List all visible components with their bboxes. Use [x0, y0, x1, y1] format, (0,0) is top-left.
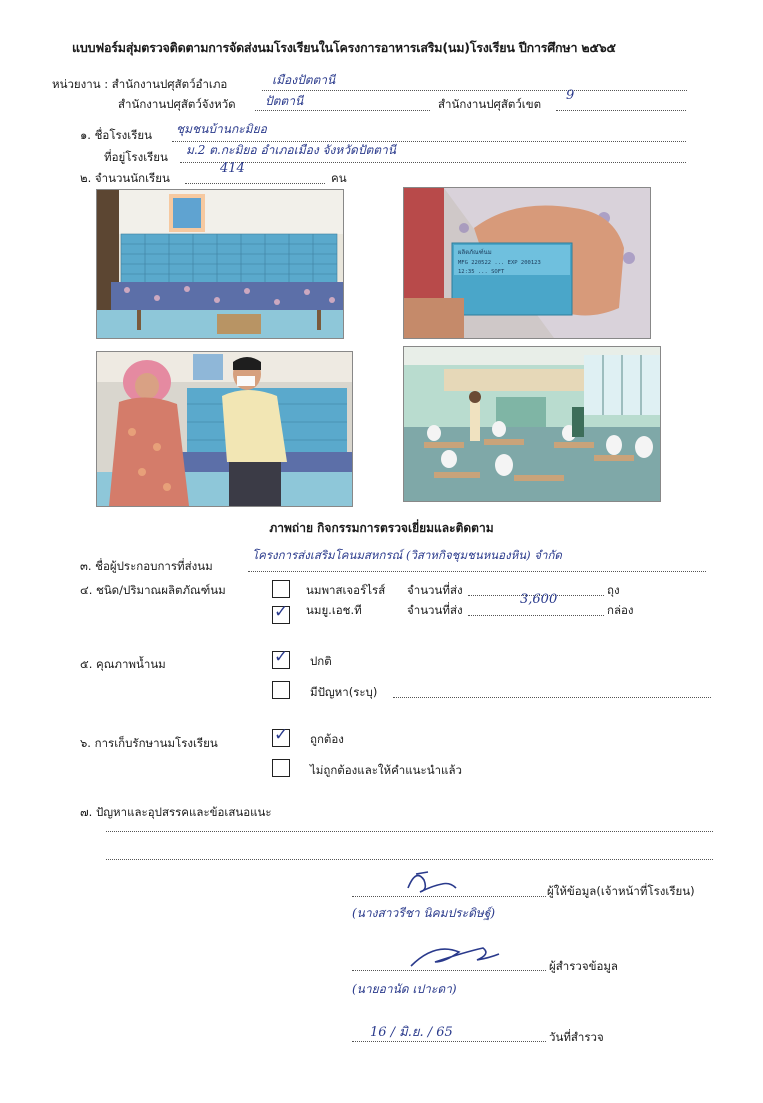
uht-label: นมยู.เอช.ที	[306, 603, 362, 617]
school-name-label: ๑. ชื่อโรงเรียน	[80, 128, 152, 142]
photo-milk-box-closeup	[403, 187, 651, 339]
form-title: แบบฟอร์มสุ่มตรวจติดตามการจัดส่งนมโรงเรียนในโครงการอาหารเสริม(นม)โรงเรียน ปีการศึกษา ๒๕๖๕	[72, 40, 616, 55]
agency-label: หน่วยงาน : สำนักงานปศุสัตว์อำเภอ	[52, 77, 228, 91]
photo-caption: ภาพถ่าย กิจกรรมการตรวจเยี่ยมและติดตาม	[269, 521, 494, 535]
quality-label: ๕. คุณภาพน้ำนม	[80, 657, 166, 671]
photo-milk-stock	[96, 189, 344, 339]
survey-date-label: วันที่สำรวจ	[549, 1030, 604, 1044]
students-value: 414	[220, 161, 245, 176]
agency-district-value: เมืองปัตตานี	[272, 73, 336, 87]
product-label: ๔. ชนิด/ปริมาณผลิตภัณฑ์นม	[80, 583, 226, 597]
informant-role: ผู้ให้ข้อมูล(เจ้าหน้าที่โรงเรียน)	[547, 884, 695, 898]
school-address-line	[180, 162, 686, 163]
photo-officials-image	[97, 352, 352, 506]
school-name-value: ชุมชนบ้านกะมิยอ	[176, 122, 267, 136]
pasteurized-qty-label: จำนวนที่ส่ง	[407, 583, 463, 597]
students-unit: คน	[331, 171, 347, 185]
uht-qty-line	[468, 615, 604, 616]
school-address-label: ที่อยู่โรงเรียน	[104, 150, 168, 164]
storage-label: ๖. การเก็บรักษานมโรงเรียน	[80, 736, 218, 750]
uht-check-icon: ✓	[274, 602, 289, 622]
storage-correct-label: ถูกต้อง	[310, 732, 344, 746]
photo-classroom	[403, 346, 661, 502]
quality-normal-label: ปกติ	[310, 654, 332, 668]
agency-region-label: สำนักงานปศุสัตว์เขต	[438, 97, 542, 111]
issues-line-1	[106, 831, 713, 832]
photo-milk-stock-image	[97, 190, 343, 338]
quality-problem-checkbox[interactable]	[272, 681, 290, 699]
informant-name: (นางสาวรีชา นิคมประดิษฐ์)	[352, 906, 496, 920]
students-line	[185, 183, 325, 184]
agency-province-label: สำนักงานปศุสัตว์จังหวัด	[118, 97, 236, 111]
photo-box-text-1: ผลิตภัณฑ์นม	[458, 249, 492, 256]
storage-correct-check-icon: ✓	[274, 725, 289, 745]
storage-incorrect-label: ไม่ถูกต้องและให้คำแนะนำแล้ว	[310, 763, 462, 777]
supplier-label: ๓. ชื่อผู้ประกอบการที่ส่งนม	[80, 559, 213, 573]
supplier-value: โครงการส่งเสริมโคนมสหกรณ์ (วิสาหกิจชุมชนหนองหิน) จำกัด	[252, 548, 562, 562]
photo-box-text-3: 12:35 ... SOFT	[458, 269, 505, 275]
uht-unit: กล่อง	[607, 603, 634, 617]
inspector-role: ผู้สำรวจข้อมูล	[549, 959, 618, 973]
pasteurized-checkbox[interactable]	[272, 580, 290, 598]
inspector-name: (นายอานัด เปาะดา)	[352, 982, 457, 996]
informant-signature-line	[352, 896, 546, 897]
agency-district-line	[262, 90, 687, 91]
agency-province-value: ปัตตานี	[265, 94, 304, 108]
quality-problem-label: มีปัญหา(ระบุ)	[310, 685, 378, 699]
quality-normal-check-icon: ✓	[274, 647, 289, 667]
agency-region-line	[556, 110, 686, 111]
photo-box-text-2: MFG 220522 ... EXP 200123	[458, 260, 541, 266]
inspector-signature	[405, 938, 505, 974]
uht-qty-value: 3,600	[520, 592, 558, 607]
storage-incorrect-checkbox[interactable]	[272, 759, 290, 777]
photo-classroom-image	[404, 347, 660, 501]
survey-date-value: 16 / มิ.ย. / 65	[370, 1025, 453, 1040]
quality-problem-line	[393, 697, 711, 698]
informant-signature	[398, 866, 468, 898]
school-address-value: ม.2 ต.กะมิยอ อำเภอเมือง จังหวัดปัตตานี	[186, 143, 396, 157]
uht-qty-label: จำนวนที่ส่ง	[407, 603, 463, 617]
photo-milk-box-closeup-image	[404, 188, 650, 338]
pasteurized-unit: ถุง	[607, 583, 620, 597]
students-label: ๒. จำนวนนักเรียน	[80, 171, 170, 185]
issues-label: ๗. ปัญหาและอุปสรรคและข้อเสนอแนะ	[80, 805, 272, 819]
agency-region-value: 9	[566, 88, 575, 103]
issues-line-2	[106, 859, 713, 860]
photo-officials	[96, 351, 353, 507]
inspector-signature-line	[352, 970, 546, 971]
supplier-line	[248, 571, 706, 572]
pasteurized-label: นมพาสเจอร์ไรส์	[306, 583, 386, 597]
